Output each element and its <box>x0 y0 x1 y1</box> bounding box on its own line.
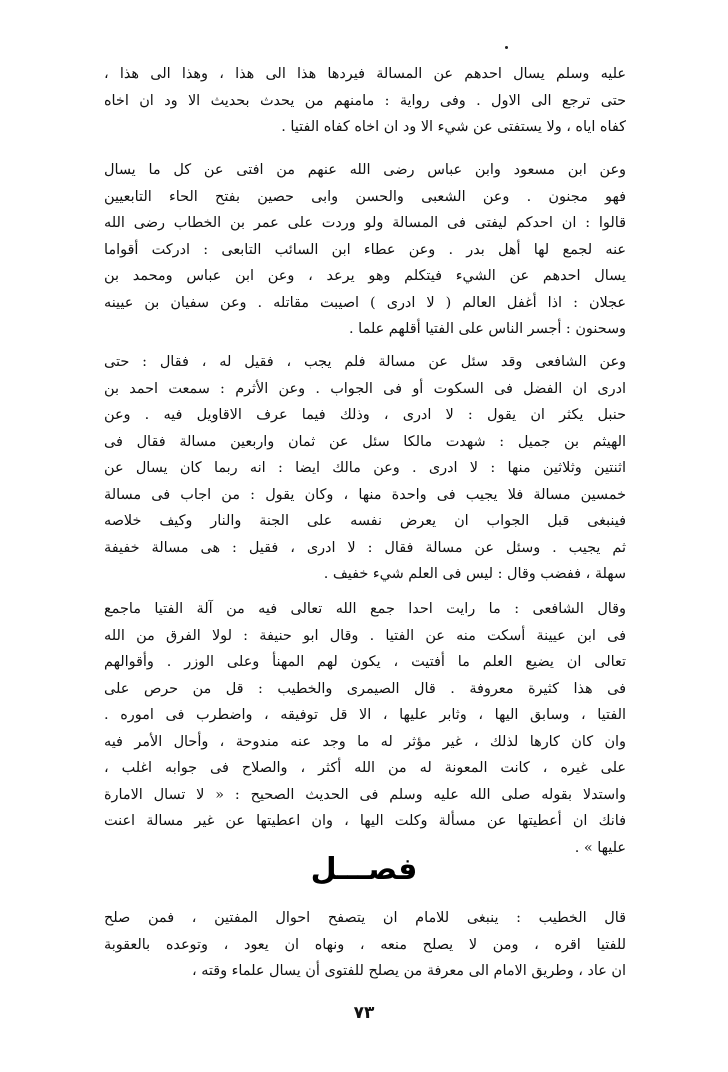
text-line: فهو مجنون . وعن الشعبى والحسن وابى حصين بفتح الحاء التابعيين <box>104 188 626 205</box>
paragraph-1 <box>104 61 626 141</box>
text-line: اثنتين وثلاثين منها : لا ادرى . وعن مالك ايضا : انه ربما كان يسال عن <box>104 460 626 476</box>
text-line: وسحنون : أجسر الناس على الفتيا أقلهم علما . <box>349 321 626 337</box>
paragraph-3 <box>104 349 626 588</box>
paragraph-2 <box>104 157 626 343</box>
text-line: ان عاد ، وطريق الامام الى معرفة من يصلح للفتوى أن يسال علماء وقته ، <box>191 963 626 979</box>
text-line: قال الخطيب : ينبغى للامام ان يتصفح احوال المفتين ، فمن صلح <box>104 910 626 926</box>
text-line: يسال احدهم عن الشيء فيتكلم وهو يرعد ، وعن ابن عباس ومحمد بن <box>104 268 626 284</box>
text-line: الهيثم بن جميل : شهدت مالكا سئل عن ثمان واربعين مسالة فقال فى <box>104 433 626 450</box>
text-line: وعن الشافعى وقد سئل عن مسالة فلم يجب ، فقيل له ، فقال : حتى <box>104 354 626 370</box>
text-line: على غيره ، كانت المعونة له من الله أكثر ، والصلاح فى جوابه اغلب ، <box>104 760 626 776</box>
text-line: خمسين مسالة فلا يجيب فى واحدة منها ، وكان يقول : من اجاب فى مسالة <box>104 486 626 503</box>
text-line: فينبغى قبل الجواب ان يعرض نفسه على الجنة والنار وكيف خلاصه <box>104 513 626 529</box>
page-number: ٧٣ <box>353 1003 375 1023</box>
text-line: فانك ان أعطيتها عن مسألة وكلت اليها ، وان اعطيتها عن غير مسالة اعنت <box>104 813 626 829</box>
text-line: سهلة ، ففضب وقال : ليس فى العلم شيء خفيف . <box>323 566 626 582</box>
text-line: للفتيا اقره ، ومن لا يصلح منعه ، ونهاه ان يعود ، وتوعده بالعقوبة <box>104 936 626 953</box>
text-line: حتى ترجع الى الاول . وفى رواية : مامنهم من يحدث بحديث الا ود ان اخاه <box>104 92 626 109</box>
text-line: تعالى ان يضيع العلم ما أفتيت ، يكون لهم المهنأ وعلى الوزر . وأقوالهم <box>104 654 626 670</box>
paragraph-4 <box>104 596 626 861</box>
text-line: فى ابن عيينة أسكت منه عن الفتيا . وقال ابو حنيفة : لولا الفرق من الله <box>104 627 626 644</box>
text-line: الفتيا ، وسابق اليها ، وثابر عليها ، الا قل توفيقه ، واضطرب فى اموره . <box>104 707 626 723</box>
text-line: قالوا : ان احدكم ليفتى فى المسالة ولو وردت على عمر بن الخطاب رضى الله <box>104 215 626 231</box>
text-line: عنه لجمع لها أهل بدر . وعن عطاء ابن السائب التابعى : ادركت أقواما <box>104 241 626 258</box>
paragraph-5 <box>104 905 626 985</box>
text-line: فى هذا كثيرة معروفة . قال الصيمرى والخطيب : قل من حرص على <box>104 680 626 697</box>
text-line: وقال الشافعى : ما رايت احدا جمع الله تعالى فيه من آلة الفتيا ماجمع <box>104 601 626 617</box>
text-line: وعن ابن مسعود وابن عباس رضى الله عنهم من افتى عن كل ما يسال <box>104 162 626 178</box>
text-line: عليه وسلم يسال احدهم عن المسالة فيردها هذا الى هذا ، وهذا الى هذا ، <box>104 66 626 82</box>
text-line: ادرى ان الفضل فى السكوت أو فى الجواب . وعن الأثرم : سمعت احمد بن <box>104 380 626 397</box>
text-line: كفاه اياه ، ولا يستفتى عن شيء الا ود ان اخاه كفاه الفتيا . <box>281 119 626 135</box>
text-line: وان كان كارها لذلك ، غير مؤثر له ما وجد عنه مندوحة ، وأحال الأمر فيه <box>104 733 626 750</box>
text-line: واستدلا بقوله صلى الله عليه وسلم فى الحديث الصحيح : « لا تسال الامارة <box>104 786 626 803</box>
ink-speck <box>505 46 508 49</box>
text-line: حنبل يكثر ان يقول : لا ادرى ، وذلك فيما عرف الاقاويل فيه . وعن <box>104 407 626 423</box>
text-line: عجلان : اذا أغفل العالم ( لا ادرى ) اصيبت مقاتله . وعن سفيان بن عيينه <box>104 294 626 311</box>
section-heading: فصـــل <box>310 852 418 887</box>
text-line: ثم يجيب . وسئل عن مسالة فقال : لا ادرى ، فقيل : هى مسالة خفيفة <box>104 539 626 556</box>
text-line: عليها » . <box>574 839 626 856</box>
